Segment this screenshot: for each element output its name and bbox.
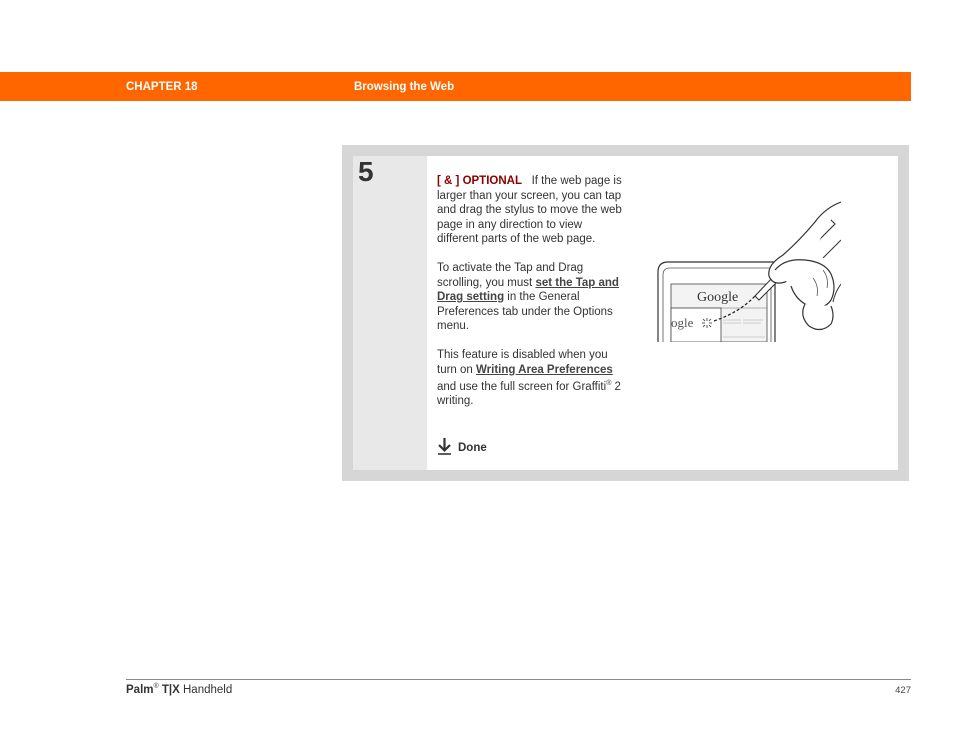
stylus-drag-illustration [655, 200, 841, 342]
chapter-title: Browsing the Web [354, 81, 455, 93]
footer-reg-mark: ® [153, 683, 159, 690]
footer-model: T|X [161, 683, 180, 696]
paragraph-3-text-mid: and use the full screen for Graffiti [437, 380, 607, 393]
done-indicator [437, 437, 487, 458]
step-paragraph-2 [437, 261, 622, 334]
optional-tag-symbol: [ & ] [437, 175, 460, 187]
step-number-column [353, 156, 427, 470]
optional-tag-label: OPTIONAL [462, 175, 522, 187]
footer-product: Handheld [183, 683, 233, 696]
step-number: 5 [358, 156, 374, 187]
google-logo-partial: ogle [671, 315, 694, 330]
footer-divider [126, 679, 911, 680]
footer-product-name [126, 683, 232, 696]
paragraph-2-text: To activate the Tap and Drag scrolling, you must [437, 262, 584, 289]
footer-brand: Palm [126, 683, 154, 696]
chapter-label: CHAPTER 18 [126, 81, 198, 93]
step-paragraph-3 [437, 348, 622, 409]
registered-mark: ® [606, 380, 612, 387]
down-arrow-icon [437, 437, 452, 458]
step-paragraph-1 [437, 174, 622, 247]
page-number: 427 [895, 685, 911, 696]
tap-drag-setting-link[interactable]: set the Tap and Drag setting [437, 276, 619, 303]
paragraph-3-text-end: 2 writing. [437, 380, 621, 408]
google-logo: Google [697, 290, 739, 305]
writing-area-preferences-link[interactable]: Writing Area Preferences [476, 363, 613, 376]
done-label: Done [458, 441, 487, 454]
paragraph-2-text-end: in the General Preferences tab under the Options menu. [437, 291, 613, 332]
step-text [437, 174, 622, 423]
paragraph-3-text: This feature is disabled when you turn on [437, 349, 608, 376]
paragraph-1-text: If the web page is larger than your screen, you can tap and drag the stylus to move the web page in any direction to view different parts of the web page. [437, 175, 622, 245]
